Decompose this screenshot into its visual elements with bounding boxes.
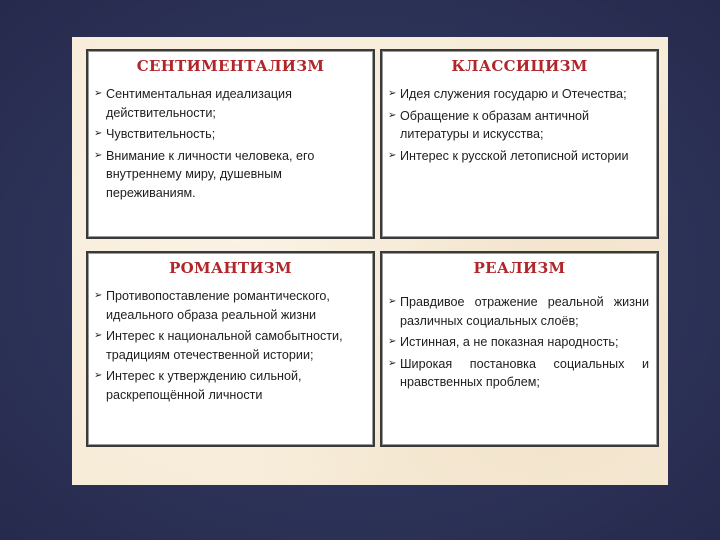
arrow-bullet-icon: ➢ [94,330,103,341]
realism-card [380,251,659,447]
arrow-bullet-icon: ➢ [388,149,397,161]
romanticism-card [86,251,375,447]
realism-list [382,293,657,392]
sentimentalism-card [86,49,375,239]
list-item: ➢ Широкая постановка социальных и нравственных проблем; [388,356,649,389]
arrow-bullet-icon: ➢ [94,370,103,381]
sentimentalism-title: СЕНТИМЕНТАЛИЗМ [136,57,325,75]
list-item: ➢ Обращение к образам античной литературы и искусства; [388,108,590,141]
sentimentalism-list [88,85,373,202]
slide-content [72,37,668,485]
arrow-bullet-icon: ➢ [388,336,397,347]
list-item: ➢ Внимание к личности человека, его внутреннему миру, душевным переживаниям. [94,148,315,200]
list-item: ➢ Чувствительность; [94,125,365,144]
romanticism-title: РОМАНТИЗМ [169,259,292,277]
arrow-bullet-icon: ➢ [388,109,397,121]
list-item: ➢ Интерес к утверждению сильной, раскрепощённой личности [94,369,302,402]
classicism-list [382,85,657,165]
arrow-bullet-icon: ➢ [388,357,397,369]
classicism-title: КЛАССИЦИЗМ [451,57,588,75]
arrow-bullet-icon: ➢ [94,128,103,139]
romanticism-list [88,287,373,404]
list-item: ➢ Истинная, а не показная народность; [388,333,649,352]
list-item: ➢ Интерес к русской летописной истории [388,147,649,166]
realism-title: РЕАЛИЗМ [473,259,566,277]
list-item: ➢ Сентиментальная идеализация действительности; [94,87,292,120]
classicism-card [380,49,659,239]
arrow-bullet-icon: ➢ [388,296,397,307]
arrow-bullet-icon: ➢ [94,149,103,161]
list-item: ➢ Противопоставление романтического, идеального образа реальной жизни [94,289,330,322]
arrow-bullet-icon: ➢ [94,88,103,99]
list-item: ➢ Идея служения государю и Отечества; [388,85,649,104]
arrow-bullet-icon: ➢ [388,88,397,99]
list-item: ➢ Интерес к национальной самобытности, традициям отечественной истории; [94,329,343,362]
arrow-bullet-icon: ➢ [94,290,103,301]
list-item: ➢ Правдивое отражение реальной жизни различных социальных слоёв; [388,295,649,328]
